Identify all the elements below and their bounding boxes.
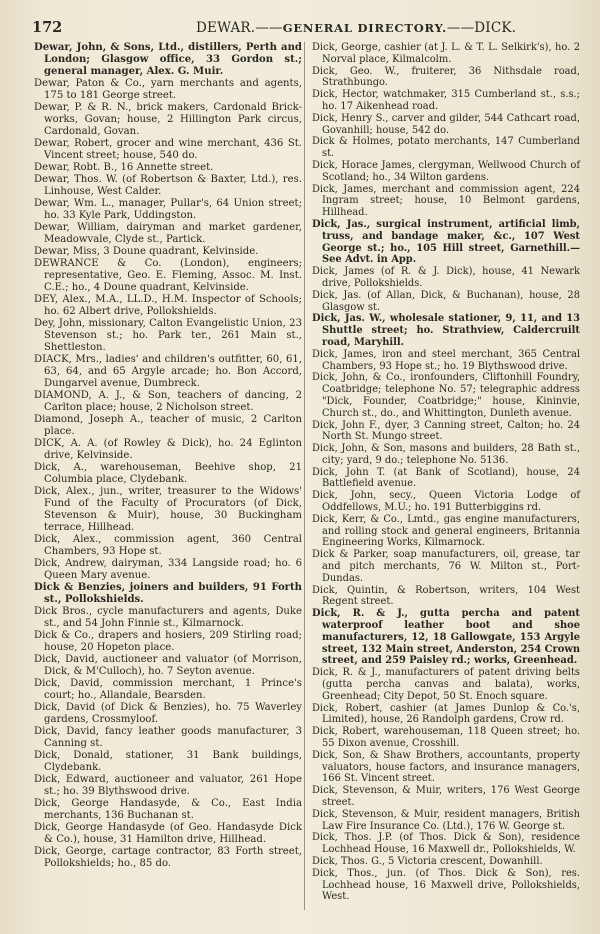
directory-entry: Dewar, William, dairyman and market gardener, Meadowvale, Clyde st., Partick. bbox=[34, 222, 302, 245]
directory-entry: Dick & Parker, soap manufacturers, oil, grease, tar and pitch merchants, 76 W. Milton st., Port-Dundas. bbox=[312, 549, 580, 584]
directory-entry: Dick, David, commission merchant, 1 Prince's court; ho., Allandale, Bearsden. bbox=[34, 678, 302, 701]
directory-entry: Dick, R. & J., gutta percha and patent waterproof leather boot and shoe manufacturers, 12, 18 Gallowgate, 153 Argyle street, 132 Main street, Anderston, 254 Crown street, and 259 Paisley rd.; works, Greenhead. bbox=[312, 608, 580, 667]
directory-entry: Dick, Robert, warehouseman, 118 Queen street; ho. 55 Dixon avenue, Crosshill. bbox=[312, 726, 580, 750]
directory-entry: Dick, George Handasyde, & Co., East India merchants, 136 Buchanan st. bbox=[34, 798, 302, 821]
directory-entry: DEWRANCE & Co. (London), engineers; representative, Geo. E. Fleming, Assoc. M. Inst. C.E.; ho., 4 Doune quadrant, Kelvinside. bbox=[34, 258, 302, 293]
directory-entry: Dick, John, & Co., ironfounders, Cliftonhill Foundry, Coatbridge; telephone No. 57; telegraphic address "Dick, Founder, Coatbridge;" house, Kininvie, Church st., do., and Whittington, Dunleth avenue. bbox=[312, 372, 580, 419]
directory-entry: Dewar, John, & Sons, Ltd., distillers, Perth and London; Glasgow office, 33 Gordon st.; general manager, Alex. G. Muir. bbox=[34, 42, 302, 77]
directory-entry: Dick, James, iron and steel merchant, 365 Central Chambers, 93 Hope st.; ho. 19 Blythswood drive. bbox=[312, 348, 580, 372]
directory-entry: Dick, Robert, cashier (at James Dunlop & Co.'s, Limited), house, 26 Randolph gardens, Crow rd. bbox=[312, 702, 580, 726]
directory-entry: Dick, Geo. W., fruiterer, 36 Nithsdale road, Strathbungo. bbox=[312, 65, 580, 89]
directory-entry: DIAMOND, A. J., & Son, teachers of dancing, 2 Carlton place; house, 2 Nicholson street. bbox=[34, 390, 302, 413]
directory-entry: Dick, R. & J., manufacturers of patent driving belts (gutta percha canvas and balata), works, Greenhead; City Depot, 50 St. Enoch square. bbox=[312, 667, 580, 702]
directory-entry: Dick, George, cartage contractor, 83 Forth street, Pollokshields; ho., 85 do. bbox=[34, 846, 302, 869]
directory-entry: Dick, John, & Son, masons and builders, 28 Bath st., city; yard, 9 do.; telephone No. 5136. bbox=[312, 443, 580, 466]
directory-entry: Dewar, P. & R. N., brick makers, Cardonald Brick-works, Govan; house, 2 Hillington Park circus, Cardonald, Govan. bbox=[34, 102, 302, 137]
directory-entry: Dick, Thos. G., 5 Victoria crescent, Dowanhill. bbox=[312, 855, 543, 867]
directory-entry: Dewar, Robt. B., 16 Annette street. bbox=[34, 162, 214, 173]
directory-entry: Dick, George Handasyde (of Geo. Handasyde Dick & Co.), house, 31 Hamilton drive, Hillhead. bbox=[34, 822, 302, 845]
directory-entry: Dick, A., warehouseman, Beehive shop, 21 Columbia place, Clydebank. bbox=[34, 462, 302, 485]
directory-entry: Dick, Andrew, dairyman, 334 Langside road; ho. 6 Queen Mary avenue. bbox=[34, 558, 302, 581]
directory-entry: Dick, John, secy., Queen Victoria Lodge of Oddfellows, M.U.; ho. 191 Butterbiggins rd. bbox=[312, 490, 580, 514]
running-head-center: GENERAL DIRECTORY. bbox=[282, 21, 447, 35]
directory-entry: Dick, Jas. (of Allan, Dick, & Buchanan), house, 28 Glasgow st. bbox=[312, 289, 580, 313]
directory-entry: Dick, David, auctioneer and valuator (of Morrison, Dick, & M'Culloch), ho. 7 Seyton avenue. bbox=[34, 654, 302, 677]
directory-entry: Dewar, Miss, 3 Doune quadrant, Kelvinside. bbox=[34, 246, 259, 257]
directory-entry: Dick, Stevenson, & Muir, writers, 176 West George street. bbox=[312, 785, 580, 808]
right-column bbox=[312, 42, 580, 903]
directory-entry: Dick, Alex., commission agent, 360 Central Chambers, 93 Hope st. bbox=[34, 534, 302, 557]
directory-entry: Dick & Benzies, joiners and builders, 91 Forth st., Pollokshields. bbox=[34, 582, 302, 605]
directory-entry: DEY, Alex., M.A., LL.D., H.M. Inspector of Schools; ho. 62 Albert drive, Pollokshields. bbox=[34, 294, 302, 317]
directory-entry: Dick, Jas., surgical instrument, artificial limb, truss, and bandage maker, &c., 107 West George st.; ho., 105 Hill street, Garnethill.—See Advt. in App. bbox=[312, 218, 580, 266]
directory-entry: Dewar, Thos. W. (of Robertson & Baxter, Ltd.), res. Linhouse, West Calder. bbox=[34, 174, 302, 197]
directory-entry: DICK, A. A. (of Rowley & Dick), ho. 24 Eglinton drive, Kelvinside. bbox=[34, 438, 302, 461]
directory-entry: Dewar, Paton & Co., yarn merchants and agents, 175 to 181 George street. bbox=[34, 78, 302, 101]
directory-entry: Dick, James, merchant and commission agent, 224 Ingram street; house, 10 Belmont gardens, Hillhead. bbox=[312, 183, 580, 219]
directory-entry: Dick Bros., cycle manufacturers and agents, Duke st., and 54 John Finnie st., Kilmarnock. bbox=[34, 606, 302, 629]
running-head-title: DEWAR.——GENERAL DIRECTORY.——DICK. bbox=[196, 20, 517, 36]
directory-entry: Dick, David, fancy leather goods manufacturer, 3 Canning st. bbox=[34, 726, 302, 749]
directory-entry: Dey, John, missionary, Calton Evangelistic Union, 23 Stevenson st.; ho. Park ter., 261 Main st., Shettleston. bbox=[34, 318, 302, 353]
directory-entry: Dick, David (of Dick & Benzies), ho. 75 Waverley gardens, Crossmyloof. bbox=[34, 702, 302, 725]
column-divider bbox=[304, 42, 305, 910]
directory-entry: DIACK, Mrs., ladies' and children's outfitter, 60, 61, 63, 64, and 65 Argyle arcade; ho. Bon Accord, Dungarvel avenue, Dumbreck. bbox=[34, 354, 302, 389]
directory-entry: Dick, Hector, watchmaker, 315 Cumberland st., s.s.; ho. 17 Aikenhead road. bbox=[312, 89, 580, 112]
directory-entry: Dick, George, cashier (at J. L. & T. L. Selkirk's), ho. 2 Norval place, Kilmalcolm. bbox=[312, 42, 580, 65]
directory-entry: Dick, Thos., jun. (of Thos. Dick & Son), res. Lochhead house, 16 Maxwell drive, Pollokshields, West. bbox=[312, 867, 580, 903]
directory-entry: Dick, John F., dyer, 3 Canning street, Calton; ho. 24 North St. Mungo street. bbox=[312, 419, 580, 443]
directory-entry: Dick & Holmes, potato merchants, 147 Cumberland st. bbox=[312, 136, 580, 160]
directory-entry: Dick, James (of R. & J. Dick), house, 41 Newark drive, Pollokshields. bbox=[312, 266, 580, 289]
running-head-right: DICK. bbox=[474, 20, 517, 36]
directory-entry: Dick, Donald, stationer, 31 Bank buildings, Clydebank. bbox=[34, 750, 302, 773]
directory-entry: Dick, John T. (at Bank of Scotland), house, 24 Battlefield avenue. bbox=[312, 466, 580, 490]
left-column bbox=[34, 42, 302, 870]
running-head-left: DEWAR. bbox=[196, 20, 256, 36]
directory-entry: Diamond, Joseph A., teacher of music, 2 Carlton place. bbox=[34, 414, 302, 437]
directory-entry: Dick, Jas. W., wholesale stationer, 9, 11, and 13 Shuttle street; ho. Strathview, Caldercruilt road, Maryhill. bbox=[312, 313, 580, 348]
directory-entry: Dewar, Wm. L., manager, Pullar's, 64 Union street; ho. 33 Kyle Park, Uddingston. bbox=[34, 198, 302, 221]
directory-entry: Dewar, Robert, grocer and wine merchant, 436 St. Vincent street; house, 540 do. bbox=[34, 138, 302, 161]
directory-entry: Dick, Son, & Shaw Brothers, accountants, property valuators, house factors, and insurance managers, 166 St. Vincent street. bbox=[312, 749, 580, 785]
running-header bbox=[28, 18, 580, 38]
directory-entry: Dick, Henry S., carver and gilder, 544 Cathcart road, Govanhill; house, 542 do. bbox=[312, 112, 580, 136]
directory-entry: Dick, Alex., jun., writer, treasurer to the Widows' Fund of the Faculty of Procurators (of Dick, Stevenson & Muir), house, 30 Buckingham terrace, Hillhead. bbox=[34, 486, 302, 533]
page-number: 172 bbox=[32, 19, 63, 36]
directory-entry: Dick, Edward, auctioneer and valuator, 261 Hope st.; ho. 39 Blythswood drive. bbox=[34, 774, 302, 797]
directory-entry: Dick, Horace James, clergyman, Wellwood Church of Scotland; ho., 34 Wilton gardens. bbox=[312, 159, 580, 183]
directory-entry: Dick, Quintin, & Robertson, writers, 104 West Regent street. bbox=[312, 584, 580, 608]
directory-entry: Dick, Thos. J.P. (of Thos. Dick & Son), residence Lochhead House, 16 Maxwell dr., Pollokshields, W. bbox=[312, 832, 580, 856]
directory-entry: Dick, Kerr, & Co., Lmtd., gas engine manufacturers, and rolling stock and general engineers, Britannia Engineering Works, Kilmarnock. bbox=[312, 513, 580, 549]
directory-entry: Dick & Co., drapers and hosiers, 209 Stirling road; house, 20 Hopeton place. bbox=[34, 630, 302, 653]
directory-entry: Dick, Stevenson, & Muir, resident managers, British Law Fire Insurance Co. (Ltd.), 176 W. George st. bbox=[312, 808, 580, 832]
